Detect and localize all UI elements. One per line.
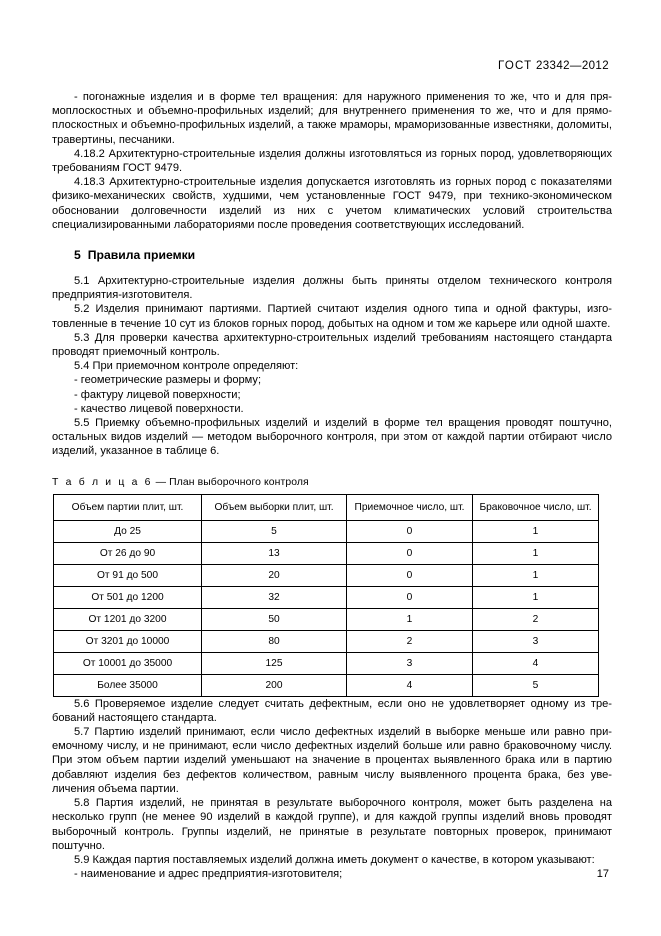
page-header (498, 60, 609, 72)
cell-acceptance-number: 0 (347, 542, 473, 564)
standard-number: 23342—2012 (535, 60, 609, 72)
clause-5-1: 5.1 Архитектурно-строительные изделия должны быть приняты отделом технического контроля предприятия-изготовителя. (52, 275, 612, 302)
cell-sample-size: 5 (202, 520, 347, 542)
cell-lot-size: От 1201 до 3200 (54, 608, 202, 630)
clause-5-4: 5.4 При приемочном контроле определяют: (74, 360, 299, 373)
standard-label: ГОСТ (498, 60, 533, 72)
cell-rejection-number: 1 (473, 586, 599, 608)
clause-5-2: 5.2 Изделия принимают партиями. Партией считают изделия одного типа и одной фактуры, изготовленные в течение 10 сут из блоков горных пород, добытых на одном и том же карьере или одной шахте. (52, 303, 612, 330)
table-row (54, 542, 599, 564)
table-row (54, 674, 599, 696)
cell-sample-size: 80 (202, 630, 347, 652)
cell-rejection-number: 1 (473, 564, 599, 586)
cell-lot-size: От 26 до 90 (54, 542, 202, 564)
clause-5-4-item-1: - геометрические размеры и форму; (74, 374, 262, 387)
cell-lot-size: От 501 до 1200 (54, 586, 202, 608)
cell-sample-size: 13 (202, 542, 347, 564)
table-caption-dash: — (155, 476, 167, 488)
cell-acceptance-number: 2 (347, 630, 473, 652)
cell-sample-size: 32 (202, 586, 347, 608)
section-title: Правила приемки (87, 248, 196, 263)
table-row (54, 630, 599, 652)
clause-5-7: 5.7 Партию изделий принимают, если число дефектных изделий в выборке меньше или равно приемочному числу, и не принимают, если число дефектных изделий больше или равно браковочному числу. При этом объем партии изделий уменьшают на значение в процентах выявленного брака или в партию добавляют изделия без дефектов количеством, равным числу выявленного процента брака, без увеличения объема партии. (52, 726, 612, 795)
page-number: 17 (596, 868, 609, 880)
table-caption-title: План выборочного контроля (169, 476, 309, 488)
cell-sample-size: 125 (202, 652, 347, 674)
table-caption (52, 477, 612, 488)
column-header-lot-size: Объем партии плит, шт. (54, 494, 202, 520)
clause-5-4-item-2: - фактуру лицевой поверхности; (74, 388, 241, 401)
column-header-acceptance-number: Приемочное число, шт. (347, 494, 473, 520)
cell-sample-size: 50 (202, 608, 347, 630)
clause-5-5: 5.5 Приемку объемно-профильных изделий и изделий в форме тел вращения проводят поштучно, остальных видов изделий — методом выборочного контроля, при этом от каждой партии отбирают число изделий, указанное в таблице 6. (52, 417, 612, 458)
column-header-rejection-number: Браковочное число, шт. (473, 494, 599, 520)
clause-5-9-item-1: - наименование и адрес предприятия-изготовителя; (74, 868, 343, 881)
column-header-sample-size: Объем выборки плит, шт. (202, 494, 347, 520)
paragraph-pogonazhnye: - погонажные изделия и в форме тел вращения: для наружного применения то же, что и для прямоплоскостных и объемно-профильных изделий; для внутреннего применения то же, что и для прямоплоскостных и объемно-профильных изделий, а также мраморы, мраморизованные известняки, доломиты, травертины, песчаники. (52, 91, 612, 146)
sampling-control-table (53, 494, 599, 697)
cell-acceptance-number: 0 (347, 586, 473, 608)
cell-rejection-number: 4 (473, 652, 599, 674)
cell-acceptance-number: 3 (347, 652, 473, 674)
cell-rejection-number: 5 (473, 674, 599, 696)
cell-rejection-number: 1 (473, 542, 599, 564)
table-row (54, 564, 599, 586)
page-content (52, 90, 612, 881)
paragraph-4-18-3: 4.18.3 Архитектурно-строительные изделия допускается изготовлять из горных пород с показателями физико-механических свойств, худшими, чем установленные ГОСТ 9479, при технико-экономическом обосновании долговечности изделий из них с учетом климатических условий строительства специализированными лабораториями после проведения соответствующих исследований. (52, 176, 612, 231)
cell-sample-size: 20 (202, 564, 347, 586)
cell-acceptance-number: 0 (347, 520, 473, 542)
cell-rejection-number: 2 (473, 608, 599, 630)
cell-lot-size: До 25 (54, 520, 202, 542)
cell-lot-size: От 91 до 500 (54, 564, 202, 586)
cell-sample-size: 200 (202, 674, 347, 696)
clause-5-6: 5.6 Проверяемое изделие следует считать дефектным, если оно не удовлетворяет одному из требований настоящего стандарта. (52, 697, 612, 724)
cell-acceptance-number: 0 (347, 564, 473, 586)
clause-5-3: 5.3 Для проверки качества архитектурно-строительных изделий требованиям настоящего стандарта проводят приемочный контроль. (52, 331, 612, 359)
table-row (54, 520, 599, 542)
cell-lot-size: От 10001 до 35000 (54, 652, 202, 674)
table-row (54, 608, 599, 630)
cell-lot-size: От 3201 до 10000 (54, 630, 202, 652)
paragraph-4-18-2: 4.18.2 Архитектурно-строительные изделия должны изготовляться из горных пород, удовлетворяющих требованиям ГОСТ 9479. (52, 147, 612, 175)
cell-acceptance-number: 1 (347, 608, 473, 630)
table-row (54, 586, 599, 608)
cell-lot-size: Более 35000 (54, 674, 202, 696)
clause-5-4-item-3: - качество лицевой поверхности. (74, 402, 244, 415)
section-number: 5 (74, 248, 81, 263)
cell-rejection-number: 1 (473, 520, 599, 542)
clause-5-9: 5.9 Каждая партия поставляемых изделий должна иметь документ о качестве, в котором указывают: (74, 853, 595, 866)
cell-acceptance-number: 4 (347, 674, 473, 696)
section-heading-5 (52, 248, 612, 262)
table-caption-label: Т а б л и ц а 6 (52, 476, 153, 488)
table-row (54, 652, 599, 674)
cell-rejection-number: 3 (473, 630, 599, 652)
table-header-row (54, 494, 599, 520)
clause-5-8: 5.8 Партия изделий, не принятая в результате выборочного контроля, может быть разделена на несколько групп (не менее 90 изделий в каждой группе), и для каждой группы изделий вновь проводят выборочный контроль. Группы изделий, не принятые в результате повторных проверок, принимают поштучно. (52, 797, 612, 852)
